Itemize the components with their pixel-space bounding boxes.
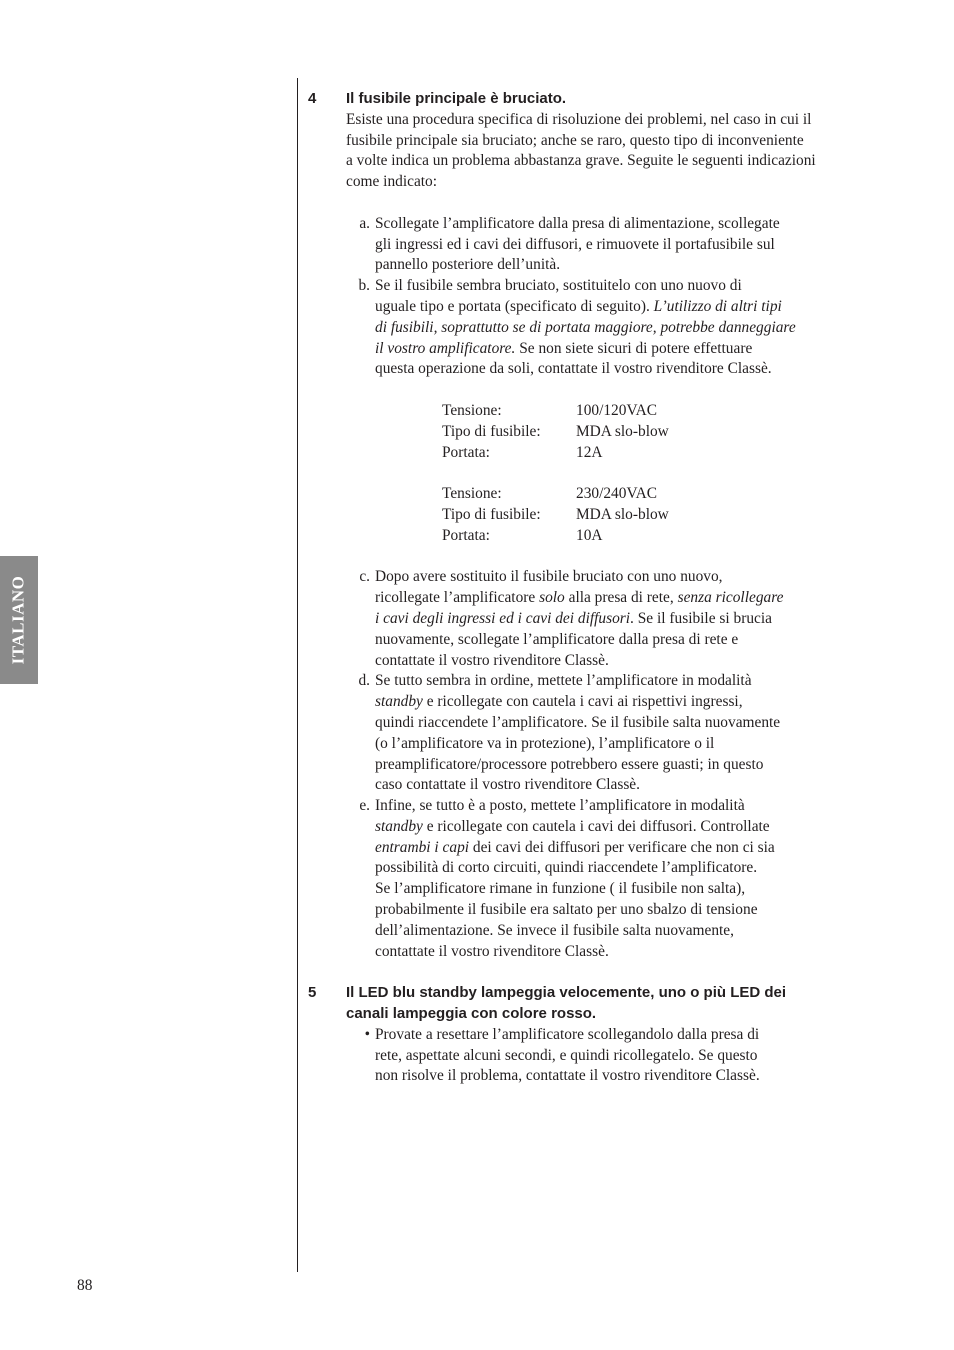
list-item-e [346, 796, 868, 962]
text-line: entrambi i capi dei cavi dei diffusori per verificare che non ci sia [375, 838, 775, 856]
list-marker: b. [358, 277, 370, 295]
spec-label: Tensione: [442, 485, 502, 503]
spec-label: Tipo di fusibile: [442, 422, 541, 440]
spec-value: 12A [576, 443, 603, 461]
text-line: nuovamente, scollegate l’amplificatore dalla presa di rete e [375, 630, 739, 648]
language-tab-label: ITALIANO [8, 575, 28, 665]
spec-value: 230/240VAC [576, 485, 657, 503]
list-item-b [346, 276, 868, 380]
spec-label: Portata: [442, 526, 490, 544]
section-5-title: canali lampeggia con colore rosso. [346, 1005, 597, 1023]
text-line: non risolve il problema, contattate il vostro rivenditore Classè. [375, 1067, 760, 1085]
text-line: rete, aspettate alcuni secondi, e quindi ricollegatelo. Se questo [375, 1046, 758, 1064]
text-line: gli ingressi ed i cavi dei diffusori, e rimuovete il portafusibile sul [375, 235, 775, 253]
language-tab [0, 556, 38, 684]
text-line: Infine, se tutto è a posto, mettete l’amplificatore in modalità [375, 797, 745, 815]
spec-value: 100/120VAC [576, 401, 657, 419]
spec-label: Portata: [442, 443, 490, 461]
main-content [308, 89, 868, 1087]
text-line: possibilità di corto circuiti, quindi riaccendete l’amplificatore. [375, 859, 758, 877]
list-marker: a. [359, 214, 370, 232]
spec-value: MDA slo-blow [576, 505, 669, 523]
text-line: (o l’amplificatore va in protezione), l’amplificatore o il [375, 734, 715, 752]
vertical-rule [297, 78, 298, 1272]
text-line: Scollegate l’amplificatore dalla presa di alimentazione, scollegate [375, 214, 780, 232]
fuse-specs-1 [442, 401, 868, 463]
spec-value: 10A [576, 526, 603, 544]
text-line: standby e ricollegate con cautela i cavi ai rispettivi ingressi, [375, 693, 743, 711]
text-line: Se il fusibile sembra bruciato, sostituitelo con uno nuovo di [375, 277, 742, 295]
page-number: 88 [77, 1277, 93, 1294]
section-5 [308, 983, 868, 1087]
list-item-d [346, 671, 868, 796]
section-4-intro-line: fusibile principale sia bruciato; anche se raro, questo tipo di inconveniente [346, 131, 804, 149]
text-line: ricollegate l’amplificatore solo alla presa di rete, senza ricollegare [375, 589, 784, 607]
section-4-intro-line: Esiste una procedura specifica di risoluzione dei problemi, nel caso in cui il [346, 110, 812, 128]
section-4-title: Il fusibile principale è bruciato. [346, 90, 567, 107]
text-line: Dopo avere sostituito il fusibile bruciato con uno nuovo, [375, 568, 723, 586]
section-4-intro-line: a volte indica un problema abbastanza grave. Seguite le seguenti indicazioni [346, 152, 816, 170]
text-line: caso contattate il vostro rivenditore Classè. [375, 776, 640, 794]
section-5-number: 5 [308, 984, 317, 1002]
text-line: Se l’amplificatore rimane in funzione ( il fusibile non salta), [375, 880, 746, 898]
spec-label: Tensione: [442, 401, 502, 419]
text-line: contattate il vostro rivenditore Classè. [375, 942, 609, 960]
text-line: probabilmente il fusibile era saltato per uno sbalzo di tensione [375, 901, 758, 919]
text-line: pannello posteriore dell’unità. [375, 256, 561, 274]
text-line: Provate a resettare l’amplificatore scollegandolo dalla presa di [375, 1025, 760, 1043]
section-4-number: 4 [308, 90, 317, 107]
bullet-marker: • [364, 1025, 370, 1043]
text-line: di fusibili, soprattutto se di portata maggiore, potrebbe danneggiare [375, 318, 796, 336]
spec-label: Tipo di fusibile: [442, 505, 541, 523]
spec-value: MDA slo-blow [576, 422, 669, 440]
text-line: uguale tipo e portata (specificato di seguito). L’utilizzo di altri tipi [375, 297, 782, 315]
text-line: standby e ricollegate con cautela i cavi dei diffusori. Controllate [375, 817, 770, 835]
text-line: il vostro amplificatore. Se non siete sicuri di potere effettuare [375, 339, 753, 357]
list-marker: d. [358, 672, 370, 690]
section-4-intro-line: come indicato: [346, 173, 438, 191]
text-line: contattate il vostro rivenditore Classè. [375, 651, 609, 669]
text-line: Se tutto sembra in ordine, mettete l’amplificatore in modalità [375, 672, 752, 690]
section-4 [308, 89, 868, 962]
text-line: quindi riaccendete l’amplificatore. Se il fusibile salta nuovamente [375, 713, 781, 731]
bullet-item [346, 1025, 868, 1087]
text-line: i cavi degli ingressi ed i cavi dei diffusori. Se il fusibile si brucia [375, 609, 772, 627]
fuse-specs-2 [442, 484, 868, 546]
list-item-a [346, 214, 868, 276]
list-marker: e. [359, 797, 370, 815]
list-item-c [346, 567, 868, 671]
text-line: questa operazione da soli, contattate il vostro rivenditore Classè. [375, 360, 772, 378]
text-line: preamplificatore/processore potrebbero essere guasti; in questo [375, 755, 764, 773]
list-marker: c. [359, 568, 370, 586]
text-line: dell’alimentazione. Se invece il fusibile salta nuovamente, [375, 921, 734, 939]
section-5-title: Il LED blu standby lampeggia velocemente, uno o più LED dei [346, 984, 787, 1002]
